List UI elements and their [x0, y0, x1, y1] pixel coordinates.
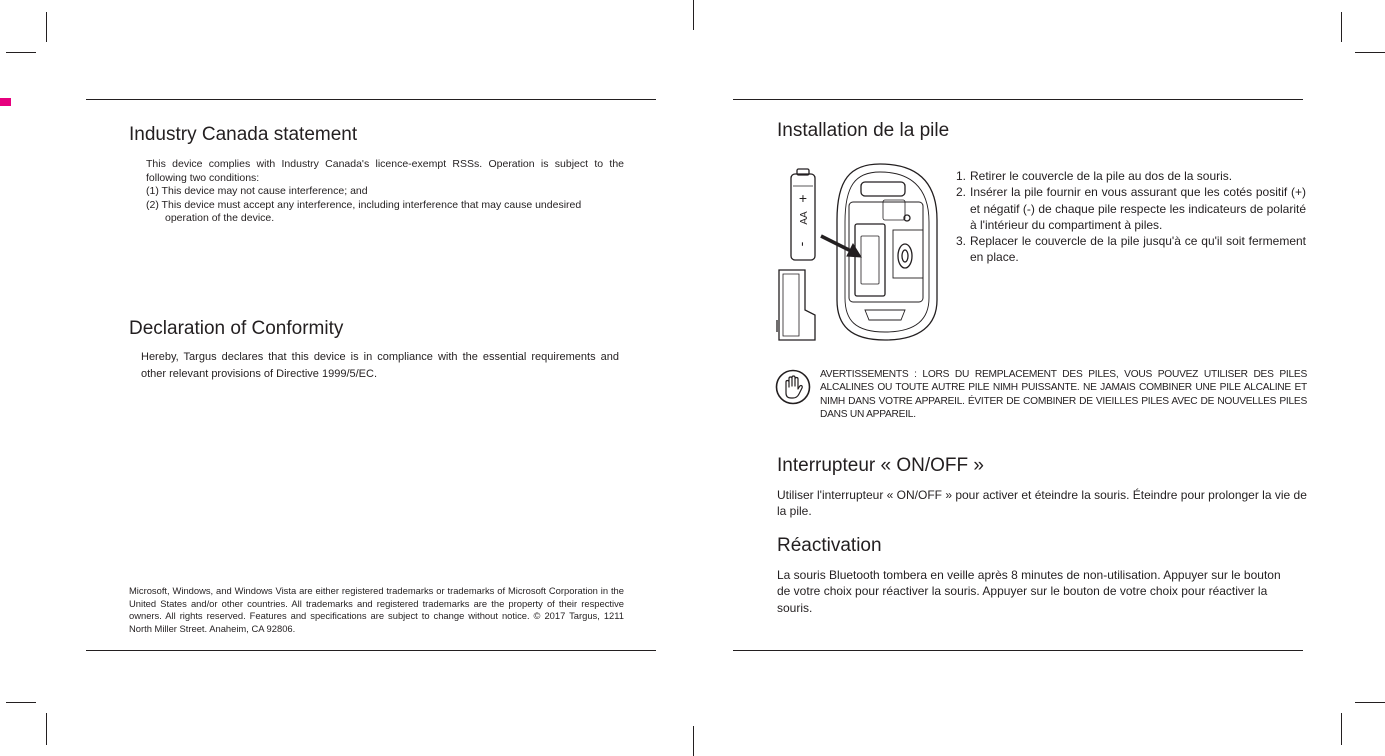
top-rule-right	[733, 99, 1303, 100]
crop-mark	[1355, 52, 1385, 53]
bottom-rule-left	[86, 650, 656, 651]
crop-mark	[693, 0, 694, 30]
color-registration-marker	[0, 98, 11, 106]
step-number: 2.	[956, 185, 967, 200]
step-number: 1.	[956, 169, 967, 183]
industry-canada-body	[146, 158, 624, 226]
battery-step	[956, 168, 1306, 184]
battery-step	[956, 184, 1306, 233]
condition-2-line1: (2) This device must accept any interference, including interference that may cause undesired	[146, 198, 582, 211]
battery-warning-text: AVERTISSEMENTS : LORS DU REMPLACEMENT DES PILES, VOUS POUVEZ UTILISER DES PILES ALCALINES OU TOUTE AUTRE PILE NIMH PUISSANTE. NE JAMAIS COMBINER UNE PILE ALCALINE ET NIMH DANS VOTRE APPAREIL. ÉVITER DE COMBINER DE VIEILLES PILES AVEC DE NOUVELLES PILES DANS UN APPAREIL.	[820, 369, 1307, 420]
step-text: Insérer la pile fournir en vous assurant que les cotés positif (+) et négatif (-) de chaque pile respecte les indicateurs de polarité à l'intérieur du compartiment à piles.	[970, 185, 1306, 232]
reactivation-text: La souris Bluetooth tombera en veille après 8 minutes de non-utilisation. Appuyer sur le bouton de votre choix pour réactiver la souris. Appuyer sur le bouton de votre choix pour réactiver la souris.	[777, 568, 1281, 615]
industry-canada-intro: This device complies with Industry Canada's licence-exempt RSSs. Operation is subject to the following two conditions:	[146, 158, 624, 184]
condition-1: (1) This device may not cause interference; and	[146, 185, 368, 197]
battery-plus: +	[798, 190, 808, 206]
battery-step	[956, 233, 1306, 266]
crop-mark	[46, 12, 47, 42]
conformity-title: Declaration of Conformity	[129, 318, 344, 339]
switch-text: Utiliser l'interrupteur « ON/OFF » pour activer et éteindre la souris. Éteindre pour prolonger la vie de la pile.	[777, 488, 1307, 519]
trademark-notice: Microsoft, Windows, and Windows Vista are either registered trademarks or trademarks of Microsoft Corporation in the United States and/or other countries. All trademarks and registered trademarks are the property of their respective owners. All rights reserved. Features and specifications are subject to change without notice. © 2017 Targus, 1211 North Miller Street. Anaheim, CA 92806.	[129, 585, 624, 634]
switch-title: Interrupteur « ON/OFF »	[777, 455, 984, 476]
crop-mark	[693, 726, 694, 756]
battery-illustration	[775, 160, 945, 345]
battery-minus: -	[793, 241, 809, 247]
bottom-rule-right	[733, 650, 1303, 651]
step-number: 3.	[956, 234, 967, 249]
condition-2-line2: operation of the device.	[165, 212, 275, 224]
hand-stop-icon	[775, 369, 811, 405]
battery-steps	[956, 168, 1306, 266]
battery-cover	[777, 270, 815, 340]
crop-mark	[1341, 713, 1342, 745]
crop-mark	[6, 702, 36, 703]
conformity-text: Hereby, Targus declares that this device is in compliance with the essential requirements and other relevant provisions of Directive 1999/5/EC.	[141, 351, 619, 380]
step-text: Replacer le couvercle de la pile jusqu'à ce qu'il soit fermement en place.	[970, 234, 1306, 265]
reactivation-title: Réactivation	[777, 535, 882, 556]
top-rule-left	[86, 99, 656, 100]
industry-canada-title: Industry Canada statement	[129, 124, 358, 145]
crop-mark	[1355, 702, 1385, 703]
crop-mark	[46, 713, 47, 745]
crop-mark	[6, 52, 36, 53]
battery-label: AA	[799, 211, 810, 225]
crop-mark	[1341, 12, 1342, 42]
battery-install-title: Installation de la pile	[777, 120, 950, 141]
step-text: Retirer le couvercle de la pile au dos de la souris.	[970, 169, 1233, 183]
